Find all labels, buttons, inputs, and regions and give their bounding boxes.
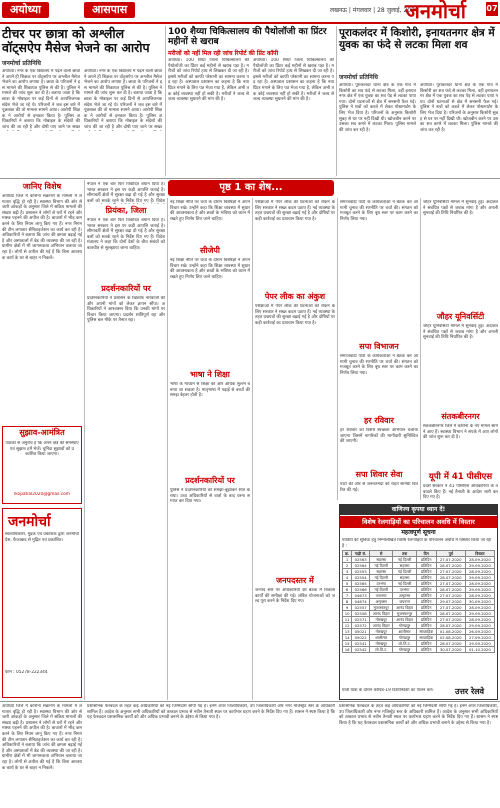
table-cell: 02564 bbox=[352, 563, 370, 569]
table-cell: 27.07.2020 bbox=[436, 617, 465, 623]
col-left-body: अयोध्या जिले में कोरोना संक्रमण के मामलों में लगातार वृद्धि हो रही है। स्वास्थ्य विभाग की ओर से जारी आंकड़ों के अनुसार जिले में सक्रिय मामलों की संख्या बढ़ी है। प्रशासन ने लोगों से घरों में रहने और मास्क पहनने की अपील की है। बाजारों में भीड़ कम करने के लिए नियम लागू किए गए हैं। नगर निगम की टीम लगातार सैनिटाइजेशन का कार्य कर रही है। अधिकारियों ने बताया कि जांच की क्षमता बढ़ाई गई है और अस्पतालों में बेड की व्यवस्था की जा रही है। ग्रामीण क्षेत्रों में भी जागरूकता अभियान चलाया जा रहा है। लोगों से अपील की गई है कि बिना आवश्यक कार्य के घर से बाहर न निकलें। bbox=[2, 194, 82, 261]
story2-body-b: अयोध्या। 100 शैय्या जिला चिकित्सालय की पैथोलॉजी का प्रिंटर कई महीनों से खराब पड़ा है। मरीजों को जांच रिपोर्ट हाथ से लिखकर दी जा रही है। इससे मरीजों को काफी परेशानी का सामना करना पड़ रहा है। अस्पताल प्रशासन का कहना है कि नया प्रिंटर मंगाने के लिए पत्र भेजा गया है, लेकिन अभी तक कोई व्यवस्था नहीं हो सकी है। मरीजों ने जल्द से जल्द व्यवस्था सुधारने की मांग की है। bbox=[253, 58, 334, 103]
col3-head2: भाषा ने शिक्षा bbox=[190, 370, 230, 379]
col5-head2: हर रविवार bbox=[364, 416, 394, 425]
section-city-tab: अयोध्या bbox=[2, 2, 49, 18]
contact-phone: फोन : 05278-222344 bbox=[5, 670, 48, 675]
table-cell: 28.09.2020 bbox=[465, 569, 494, 575]
section-name-tab: आसपास bbox=[84, 2, 135, 18]
col3-lead: नई शिक्षा नीति पर चर्चा के दौरान विशेषज्ञों ने अपने विचार रखे। उन्होंने कहा कि शिक्षा व्यवस्था में सुधार की आवश्यकता है और छात्रों के भविष्य को ध्यान में रखते हुए निर्णय लिए जाने चाहिए। bbox=[170, 200, 250, 222]
table-cell: प्रतिदिन bbox=[416, 617, 436, 623]
story1-body-a: अयोध्या। नगर के एक विद्यालय में पढ़ने वाली छात्रा ने अपने ही शिक्षक पर वॉट्सऐप पर अश्लील मैसेज भेजने का आरोप लगाया है। छात्रा के परिजनों ने इस मामले की शिकायत पुलिस से की है। पुलिस ने मामले की जांच शुरू कर दी है। बताया जाता है कि छात्रा के मोबाइल पर कई दिनों से आपत्तिजनक संदेश भेजे जा रहे थे। परिजनों ने जब इस बारे में पूछताछ की तो मामला सामने आया। आरोपी शिक्षक ने आरोपों से इनकार किया है। पुलिस अधिकारियों ने बताया कि मोबाइल के संदेशों की जांच की जा रही है और दोषी पाए जाने पर सख्त bbox=[2, 69, 80, 130]
bottom-left-body: अयोध्या जिले में कोरोना संक्रमण के मामलों में लगातार वृद्धि हो रही है। स्वास्थ्य विभाग की ओर से जारी आंकड़ों के अनुसार जिले में सक्रिय मामलों की संख्या बढ़ी है। प्रशासन ने लोगों से घरों में रहने और मास्क पहनने की अपील की है। बाजारों में भीड़ कम करने के लिए नियम लागू किए गए हैं। नगर निगम की टीम लगातार सैनिटाइजेशन का कार्य कर रही है। अधिकारियों ने बताया कि जांच की क्षमता बढ़ाई गई है और अस्पतालों में बेड की व्यवस्था की जा रही है। ग्रामीण क्षेत्रों में भी जागरूकता अभियान चलाया जा रहा है। लोगों से अपील की गई है कि बिना आवश्यक कार्य के घर से बाहर न निकलें। bbox=[2, 704, 82, 771]
table-cell: 8 bbox=[343, 599, 352, 605]
table-cell: 02554 bbox=[352, 575, 370, 581]
col5-body3: पार्टी की ओर से जरूरतमंदों को राहत सामग्री वितरित की गई। bbox=[340, 482, 418, 493]
col5-body2: हर रविवार को विशेष स्वच्छता अभियान चलाया जाएगा जिसमें नागरिकों की भागीदारी सुनिश्चित की जाएगी। bbox=[340, 428, 418, 445]
story2-headline: 100 शैय्या चिकित्सालय की पैथोलॉजी का प्रिंटर महीनों से खराब bbox=[168, 27, 327, 48]
table-cell: 02557 bbox=[352, 605, 370, 611]
table-cell: लो.ति.ट. bbox=[370, 647, 393, 653]
table-cell: 29.07.2020 bbox=[436, 599, 465, 605]
col3-body3: पुलिस ने प्रदर्शनकारियों को समझा-बुझाकर शांत कराया। उच्च अधिकारियों से वार्ता के बाद धरना समाप्त कर दिया गया। bbox=[170, 488, 250, 505]
railway-title: विशेष रेलगाड़ियों का परिचालन अवधि में विस्तार bbox=[340, 516, 497, 528]
table-cell: सहरसा bbox=[393, 575, 416, 581]
page-number: 07 bbox=[486, 2, 498, 16]
table-cell: 6 bbox=[343, 587, 352, 593]
table-cell: 29.09.2020 bbox=[465, 563, 494, 569]
col-left-head: जानिए विशेष bbox=[22, 182, 62, 191]
table-cell: आनंद विहार bbox=[370, 623, 393, 629]
table-cell: सहरसा bbox=[370, 557, 393, 563]
table-cell: 29.09.2020 bbox=[465, 587, 494, 593]
table-cell: साप्ताहिक bbox=[416, 629, 436, 635]
railway-table bbox=[342, 550, 495, 653]
table-cell: प्रतिदिन bbox=[416, 611, 436, 617]
table-cell: गोरखपुर bbox=[393, 635, 416, 641]
table-cell: 12 bbox=[343, 623, 352, 629]
table-cell: 02563 bbox=[352, 557, 370, 563]
table-cell: 02572 bbox=[352, 623, 370, 629]
table-cell: नई दिल्ली bbox=[393, 581, 416, 587]
col5-head1: सपा विभाजन bbox=[359, 342, 399, 351]
contact-address: स्वत्वाधिकारी, मुद्रक एवं प्रकाशक द्वारा जनमोर्चा प्रेस, फैजाबाद से मुद्रित एवं प्रकाशित। bbox=[5, 532, 79, 543]
col4-head2: जनपदस्तर में bbox=[276, 576, 314, 585]
table-cell: शालीमार bbox=[370, 635, 393, 641]
table-cell: आनंद विहार bbox=[393, 605, 416, 611]
table-cell: प्रतिदिन bbox=[416, 581, 436, 587]
table-cell: आनंद विहार bbox=[393, 617, 416, 623]
table-cell: 27.07.2020 bbox=[436, 605, 465, 611]
story3-body-b: अयोध्या। पूराकलंदर थाना क्षेत्र के एक गांव में किशोरी का शव फंदे से लटका मिला, वहीं इनायतनगर क्षेत्र में एक युवक का शव पेड़ से लटका पाया गया। दोनों घटनाओं से क्षेत्र में सनसनी फैल गई। पुलिस ने शवों को कब्जे में लेकर पोस्टमार्टम के लिए भेज दिया है। परिजनों के अनुसार किशोरी सुबह से घर पर नहीं दिखी थी। खोजबीन करने पर उसका शव कमरे में लटका मिला। पुलिस मामले की जांच कर रही है। bbox=[420, 83, 498, 133]
railway-header-cell: तक bbox=[393, 551, 416, 557]
col2-lead: नेपाल ने एक बार फिर विवादित बयान दिया है। भारत सरकार ने इस पर कड़ी आपत्ति जताई है। सीमावर्ती क्षेत्रों में सुरक्षा बढ़ा दी गई है और सुरक्षा बलों को सतर्क रहने के निर्देश दिए गए हैं। विदेश bbox=[87, 182, 165, 204]
table-cell: 4 bbox=[343, 575, 352, 581]
table-cell: 27.07.2020 bbox=[436, 593, 465, 599]
col2-body2: प्रदर्शनकारियों ने प्रशासन के खिलाफ नारेबाजी की और अपनी मांगों को लेकर ज्ञापन सौंपा। अधिकारियों ने आश्वासन दिया कि उनकी मांगों पर विचार किया जाएगा। प्रदर्शन शांतिपूर्ण रहा और पुलिस बल मौके पर तैनात रहा। bbox=[87, 296, 165, 324]
col2-body1: नेपाल ने एक बार फिर विवादित बयान दिया है। भारत सरकार ने इस पर कड़ी आपत्ति जताई है। सीमावर्ती क्षेत्रों में सुरक्षा बढ़ा दी गई है और सुरक्षा बलों को सतर्क रहने के निर्देश दिए गए हैं। विदेश मंत्रालय ने कहा कि दोनों देशों के बीच संबंधों को बातचीत से सुलझाया जाना चाहिए। bbox=[87, 218, 165, 251]
col6-head1: जौहर यूनिवर्सिटी bbox=[436, 312, 485, 321]
railway-header-cell: पूर्व bbox=[436, 551, 465, 557]
suggestion-email: lkopatial2020@gmail.com bbox=[14, 492, 70, 497]
col5-lead: समाजवादी पार्टी के कार्यकर्ताओं ने बैठक कर आगामी चुनाव की रणनीति पर चर्चा की। संगठन को मजबूत करने के लिए बूथ स्तर पर काम करने का निर्णय लिया गया। bbox=[340, 200, 418, 222]
table-cell: 29.09.2020 bbox=[465, 611, 494, 617]
story1-body-b: अयोध्या। नगर के एक विद्यालय में पढ़ने वाली छात्रा ने अपने ही शिक्षक पर वॉट्सऐप पर अश्लील मैसेज भेजने का आरोप लगाया है। छात्रा के परिजनों ने इस मामले की शिकायत पुलिस से की है। पुलिस ने मामले की जांच शुरू कर दी है। बताया जाता है कि छात्रा के मोबाइल पर कई दिनों से आपत्तिजनक संदेश भेजे जा रहे थे। परिजनों ने जब इस बारे में पूछताछ की तो मामला सामने आया। आरोपी शिक्षक ने आरोपों से इनकार किया है। पुलिस अधिकारियों ने बताया कि मोबाइल के संदेशों की जांच की जा रही है और दोषी पाए जाने पर सख्त bbox=[84, 69, 162, 130]
table-cell: प्रतिदिन bbox=[416, 623, 436, 629]
table-cell: लो.ति.ट. bbox=[393, 641, 416, 647]
table-cell: गोरखपुर bbox=[370, 641, 393, 647]
table-cell: 26.09.2020 bbox=[465, 629, 494, 635]
table-cell: 28.07.2020 bbox=[436, 611, 465, 617]
table-cell: 16 bbox=[343, 647, 352, 653]
col4-body1: परीक्षाओं में पेपर लीक की घटनाओं को रोकने के लिए सरकार ने सख्त कदम उठाए हैं। नई व्यवस्था के तहत प्रश्नपत्रों की सुरक्षा बढ़ाई गई है और दोषियों पर कड़ी कार्रवाई का प्रावधान किया गया है। bbox=[255, 304, 335, 326]
story3-headline: पूराकलंदर में किशोरी, इनायतनगर क्षेत्र में युवक का फंदे से लटका मिला शव bbox=[339, 27, 495, 52]
table-cell: 28.07.2020 bbox=[436, 641, 465, 647]
table-cell: प्रतिदिन bbox=[416, 593, 436, 599]
brand-logo: जनमोर्चा bbox=[405, 0, 466, 23]
table-cell: 27.09.2020 bbox=[465, 635, 494, 641]
table-cell: नई दिल्ली bbox=[370, 587, 393, 593]
table-cell: 28.07.2020 bbox=[436, 563, 465, 569]
table-cell: 05022 bbox=[352, 635, 370, 641]
table-cell: 1 bbox=[343, 557, 352, 563]
col5-head3: सपा शिवार सेवा bbox=[355, 470, 403, 479]
table-cell: सहरसा bbox=[370, 569, 393, 575]
col6-head3: यूपी में 41 पीसीएस bbox=[428, 472, 493, 482]
table-cell: 30.07.2020 bbox=[436, 647, 465, 653]
col6-body1: जौहर यूनिवर्सिटी मामले में सुनवाई हुई। अदालत ने संबंधित पक्षों से जवाब मांगा है और अगली सुनवाई की तिथि निर्धारित की है। bbox=[423, 324, 498, 341]
story2-body-a: अयोध्या। 100 शैय्या जिला चिकित्सालय की पैथोलॉजी का प्रिंटर कई महीनों से खराब पड़ा है। मरीजों को जांच रिपोर्ट हाथ से लिखकर दी जा रही है। इससे मरीजों को काफी परेशानी का सामना करना पड़ रहा है। अस्पताल प्रशासन का कहना है कि नया प्रिंटर मंगाने के लिए पत्र भेजा गया है, लेकिन अभी तक कोई व्यवस्था नहीं हो सकी है। मरीजों ने जल्द से जल्द व्यवस्था सुधारने की मांग की है। bbox=[168, 58, 249, 103]
table-cell: गोरखपुर bbox=[393, 623, 416, 629]
table-cell: नई दिल्ली bbox=[393, 569, 416, 575]
table-cell: 7 bbox=[343, 593, 352, 599]
col4-lead: परीक्षाओं में पेपर लीक की घटनाओं को रोकने के लिए सरकार ने सख्त कदम उठाए हैं। नई व्यवस्था के तहत प्रश्नपत्रों की सुरक्षा बढ़ाई गई है और दोषियों पर कड़ी कार्रवाई का प्रावधान किया गया है। bbox=[255, 200, 335, 222]
table-cell: आनंद विहार bbox=[370, 611, 393, 617]
railway-header-cell: से bbox=[370, 551, 393, 557]
table-cell: 11 bbox=[343, 617, 352, 623]
story2-subhead: मरीजों को नहीं मिल रही जांच रिपोर्ट की प्रिंट कॉपी bbox=[168, 50, 279, 57]
table-cell: 28.09.2020 bbox=[465, 581, 494, 587]
col6-body3: प्रदेश सरकार ने 41 पीसीएस अधिकारियों के तबादले किए हैं। नई तैनाती के आदेश जारी कर दिए गए हैं। bbox=[423, 484, 498, 500]
table-cell: मुजफ्फरपुर bbox=[393, 611, 416, 617]
col6-lead: जौहर यूनिवर्सिटी मामले में सुनवाई हुई। अदालत ने संबंधित पक्षों से जवाब मांगा है और अगली सुनवाई की तिथि निर्धारित की है। bbox=[423, 200, 498, 217]
table-cell: 02.08.2020 bbox=[436, 635, 465, 641]
table-cell: नई दिल्ली bbox=[370, 575, 393, 581]
table-cell: प्रतिदिन bbox=[416, 587, 436, 593]
table-cell: 28.07.2020 bbox=[436, 575, 465, 581]
table-cell: 29.09.2020 bbox=[465, 575, 494, 581]
table-cell: 02541 bbox=[352, 641, 370, 647]
masthead bbox=[0, 0, 500, 24]
table-cell: 15 bbox=[343, 641, 352, 647]
table-cell: 28.09.2020 bbox=[465, 557, 494, 563]
table-cell: 05021 bbox=[352, 629, 370, 635]
table-cell: प्रतिदिन bbox=[416, 557, 436, 563]
col3-body1: नई शिक्षा नीति पर चर्चा के दौरान विशेषज्ञों ने अपने विचार रखे। उन्होंने कहा कि शिक्षा व्यवस्था में सुधार की आवश्यकता है और छात्रों के भविष्य को ध्यान में रखते हुए निर्णय लिए जाने चाहिए। bbox=[170, 258, 250, 280]
table-cell: नई दिल्ली bbox=[370, 563, 393, 569]
table-cell: 01.08.2020 bbox=[436, 629, 465, 635]
railway-footer-note: यात्री यात्रा के दौरान कोविड-19 दिशानिर्देशों का पालन करें। bbox=[342, 688, 434, 693]
table-cell: अमृतसर bbox=[370, 599, 393, 605]
table-cell: 14 bbox=[343, 635, 352, 641]
story1-headline: टीचर पर छात्रा को अश्लील वॉट्सऐप मैसेज भेजने का आरोप bbox=[2, 26, 150, 56]
table-cell: गोरखपुर bbox=[370, 629, 393, 635]
bottom-body: प्रशासनिक फेरबदल के तहत कई अधिकारियों को नई जिम्मेदारी सौंपी गई है। इनमें अपर जिलाधिकारी, उप जिलाधिकारी और नगर मजिस्ट्रेट स्तर के अधिकारी शामिल हैं। आदेश के अनुसार सभी अधिकारियों को तत्काल प्रभाव से नवीन तैनाती स्थल पर कार्यभार ग्रहण करने के निर्देश दिए गए हैं। शासन ने स्पष्ट किया है कि यह फेरबदल प्रशासनिक कार्यों को और अधिक प्रभावी बनाने के उद्देश्य से किया गया है। bbox=[87, 704, 335, 721]
col5-body1: समाजवादी पार्टी के कार्यकर्ताओं ने बैठक कर आगामी चुनाव की रणनीति पर चर्चा की। संगठन को मजबूत करने के लिए बूथ स्तर पर काम करने का निर्णय लिया गया। bbox=[340, 354, 418, 376]
table-cell: 04673 bbox=[352, 593, 370, 599]
suggestion-head: सुझाव-आमंत्रित bbox=[19, 428, 65, 437]
table-cell: दरभंगा bbox=[393, 587, 416, 593]
table-cell: 28.09.2020 bbox=[465, 605, 494, 611]
table-cell: प्रतिदिन bbox=[416, 599, 436, 605]
table-cell: 02553 bbox=[352, 569, 370, 575]
table-cell: 28.07.2020 bbox=[436, 623, 465, 629]
story1-byline: जनमोर्चा प्रतिनिधि bbox=[2, 60, 41, 67]
table-cell: 3 bbox=[343, 569, 352, 575]
story3-byline: जनमोर्चा प्रतिनिधि bbox=[339, 74, 378, 81]
story3-body-a: अयोध्या। पूराकलंदर थाना क्षेत्र के एक गांव में किशोरी का शव फंदे से लटका मिला, वहीं इनायतनगर क्षेत्र में एक युवक का शव पेड़ से लटका पाया गया। दोनों घटनाओं से क्षेत्र में सनसनी फैल गई। पुलिस ने शवों को कब्जे में लेकर पोस्टमार्टम के लिए भेज दिया है। परिजनों के अनुसार किशोरी सुबह से घर पर नहीं दिखी थी। खोजबीन करने पर उसका शव कमरे में लटका मिला। पुलिस मामले की जांच कर रही है। bbox=[339, 83, 416, 133]
bottom-right-body: प्रशासनिक फेरबदल के तहत कई अधिकारियों को नई जिम्मेदारी सौंपी गई है। इनमें अपर जिलाधिकारी, उप जिलाधिकारी और नगर मजिस्ट्रेट स्तर के अधिकारी शामिल हैं। आदेश के अनुसार सभी अधिकारियों को तत्काल प्रभाव से नवीन तैनाती स्थल पर कार्यभार ग्रहण करने के निर्देश दिए गए हैं। शासन ने स्पष्ट किया है कि यह फेरबदल प्रशासनिक कार्यों को और अधिक प्रभावी बनाने के उद्देश्य से किया गया है। bbox=[339, 704, 498, 726]
railway-header-cell: दिन bbox=[416, 551, 436, 557]
table-cell: 28.09.2020 bbox=[465, 593, 494, 599]
table-cell: प्रतिदिन bbox=[416, 641, 436, 647]
table-cell: 9 bbox=[343, 605, 352, 611]
railway-header-cell: विस्तार bbox=[465, 551, 494, 557]
col4-head1: पेपर लीक का अंकुश bbox=[264, 292, 326, 301]
railway-intro: यात्रियों की सुविधा हेतु निम्नलिखित विशेष रेलगाड़ियों के परिचालन अवधि में विस्तार किया जा रहा है : bbox=[342, 538, 492, 549]
col3-body2: भाषा के माध्यम से शिक्षा को और अधिक सुलभ बनाया जा सकता है। मातृभाषा में पढ़ाई से बच्चों की समझ बेहतर होती है। bbox=[170, 382, 250, 399]
table-cell: गोरखपुर bbox=[370, 617, 393, 623]
table-cell: 27.07.2020 bbox=[436, 569, 465, 575]
table-cell: 5 bbox=[343, 581, 352, 587]
table-cell: 02558 bbox=[352, 611, 370, 617]
table-cell: अमृतसर bbox=[393, 593, 416, 599]
table-cell: 02565 bbox=[352, 581, 370, 587]
table-cell: जयनगर bbox=[393, 599, 416, 605]
dateline: लखनऊ | मंगलवार | 28 जुलाई, 2020 bbox=[330, 7, 419, 14]
table-cell: दरभंगा bbox=[370, 581, 393, 587]
table-cell: प्रतिदिन bbox=[416, 563, 436, 569]
table-row bbox=[343, 635, 495, 641]
col6-body2: संतकबीरनगर जिले में कोरोना के नए मामले सामने आए हैं। स्वास्थ्य विभाग ने संपर्क में आए लोगों की जांच शुरू कर दी है। bbox=[423, 424, 498, 441]
table-cell: प्रतिदिन bbox=[416, 647, 436, 653]
table-cell: प्रतिदिन bbox=[416, 575, 436, 581]
table-cell: 2 bbox=[343, 563, 352, 569]
table-cell: 04674 bbox=[352, 599, 370, 605]
table-cell: गोरखपुर bbox=[393, 647, 416, 653]
col6-head2: संतकबीरनगर bbox=[441, 412, 480, 421]
table-cell: 27.07.2020 bbox=[436, 581, 465, 587]
continued-banner: पृष्ठ 1 का शेष... bbox=[168, 180, 334, 196]
table-cell: 29.09.2020 bbox=[465, 623, 494, 629]
railway-topbar: वाणिज्य कृपया ध्यान दें! bbox=[340, 505, 497, 515]
table-cell: 28.07.2020 bbox=[436, 587, 465, 593]
railway-header-cell: गाड़ी सं. bbox=[352, 551, 370, 557]
table-cell: 02566 bbox=[352, 587, 370, 593]
table-cell: 30.09.2020 bbox=[465, 599, 494, 605]
table-cell: प्रतिदिन bbox=[416, 569, 436, 575]
table-cell: जयनगर bbox=[370, 593, 393, 599]
table-row bbox=[343, 629, 495, 635]
col4-body2: जनपद स्तर पर अधिकारियों की बैठक में विकास कार्यों की समीक्षा की गई। लंबित योजनाओं को जल्द पूरा करने के निर्देश दिए गए। bbox=[255, 588, 335, 605]
table-cell: मुजफ्फरपुर bbox=[370, 605, 393, 611]
table-cell: 27.07.2020 bbox=[436, 557, 465, 563]
table-cell: शालीमार bbox=[393, 629, 416, 635]
table-cell: 10 bbox=[343, 611, 352, 617]
railway-footer: उत्तर रेलवे bbox=[455, 686, 485, 696]
railway-header-cell: क्र. bbox=[343, 551, 352, 557]
railway-subtitle: महत्वपूर्ण सूचना bbox=[401, 529, 436, 536]
table-cell: 02542 bbox=[352, 647, 370, 653]
table-cell: 01.10.2020 bbox=[465, 647, 494, 653]
suggestion-body: पाठकों से अनुरोध है कि अपने क्षेत्र की समस्याएं एवं सुझाव हमें भेजें। चुनिंदा सुझावों को प्रकाशित किया जाएगा। bbox=[5, 441, 79, 458]
table-row bbox=[343, 647, 495, 653]
contact-brand: जनमोर्चा bbox=[8, 514, 51, 530]
table-cell: 02571 bbox=[352, 617, 370, 623]
table-cell: 13 bbox=[343, 629, 352, 635]
table-cell: नई दिल्ली bbox=[393, 557, 416, 563]
col2-head2: प्रदर्शनकारियों पर bbox=[101, 284, 151, 293]
table-cell: सहरसा bbox=[393, 563, 416, 569]
col2-head1: प्रियंका, जिला bbox=[105, 206, 147, 215]
table-cell: प्रतिदिन bbox=[416, 605, 436, 611]
table-cell: 29.09.2020 bbox=[465, 641, 494, 647]
col3-head1: सीजेपी bbox=[199, 246, 221, 255]
table-cell: 28.09.2020 bbox=[465, 617, 494, 623]
col3-head3: प्रदर्शनकारियों पर bbox=[185, 476, 235, 485]
table-cell: साप्ताहिक bbox=[416, 635, 436, 641]
